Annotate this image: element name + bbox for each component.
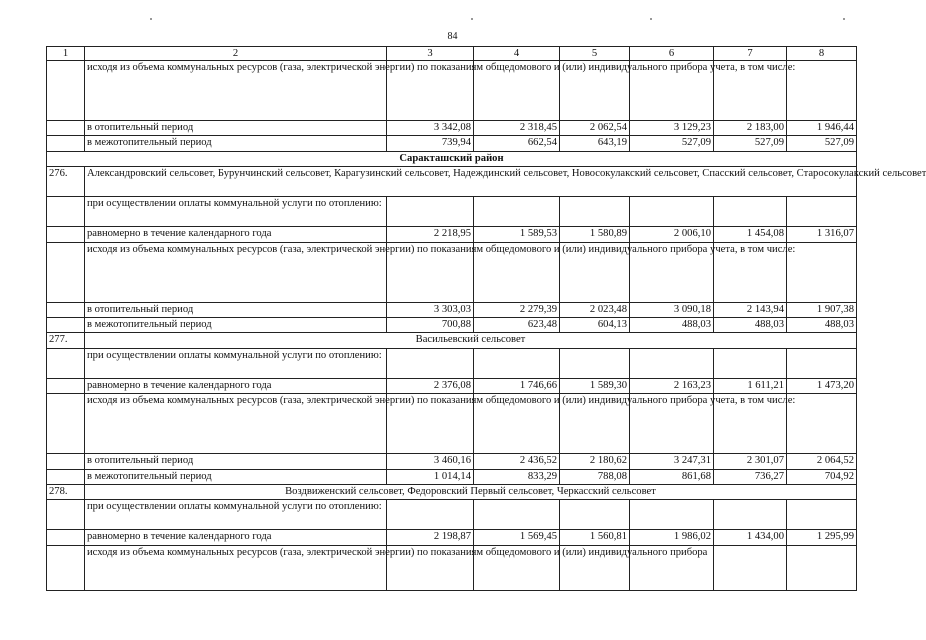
value-cell: 623,48: [474, 318, 560, 333]
value-cell: 1 560,81: [560, 530, 630, 545]
value-cell: 2 180,62: [560, 454, 630, 469]
row-number-empty: [47, 136, 85, 151]
empty-cell: [387, 348, 474, 378]
row-label: при осуществлении оплаты коммунальной услуги по отоплению:: [85, 348, 387, 378]
value-cell: 2 218,95: [387, 227, 474, 242]
value-cell: 704,92: [787, 469, 857, 484]
row-label: равномерно в течение календарного года: [85, 378, 387, 393]
value-cell: 527,09: [787, 136, 857, 151]
value-cell: 2 183,00: [714, 121, 787, 136]
row-number-empty: [47, 197, 85, 227]
page-number: 84: [447, 31, 458, 42]
scan-speck: [150, 18, 152, 20]
column-number: 3: [387, 47, 474, 61]
label-row: [47, 242, 857, 302]
value-cell: 527,09: [714, 136, 787, 151]
row-number-empty: [47, 318, 85, 333]
empty-cell: [714, 197, 787, 227]
label-row: [47, 348, 857, 378]
table-row: [47, 121, 857, 136]
value-cell: 3 303,03: [387, 302, 474, 317]
value-cell: 736,27: [714, 469, 787, 484]
value-cell: 1 611,21: [714, 378, 787, 393]
column-number-row: [47, 47, 857, 61]
table-row: [47, 136, 857, 151]
empty-cell: [560, 500, 630, 530]
section-row: [47, 485, 857, 500]
row-label: в отопительный период: [85, 454, 387, 469]
value-cell: 700,88: [387, 318, 474, 333]
row-number: 276.: [47, 167, 85, 197]
section-title: Александровский сельсовет, Бурунчинский сельсовет, Карагузинский сельсовет, Надеждинский сельсовет, Новосокулакский сельсовет, Спасский сельсовет, Старосокулакский сельсовет: [85, 167, 857, 197]
table-row: [47, 454, 857, 469]
value-cell: 1 316,07: [787, 227, 857, 242]
section-title: Воздвиженский сельсовет, Федоровский Первый сельсовет, Черкасский сельсовет: [85, 485, 857, 500]
value-cell: 1 746,66: [474, 378, 560, 393]
value-cell: 739,94: [387, 136, 474, 151]
label-row: [47, 545, 857, 590]
scan-speck: [471, 18, 473, 20]
row-label: исходя из объема коммунальных ресурсов (газа, электрической энергии) по показаниям общедомового и (или) индивидуального прибора учета, в том числе:: [85, 61, 387, 121]
scan-speck: [843, 18, 845, 20]
row-label: в межотопительный период: [85, 318, 387, 333]
empty-cell: [714, 500, 787, 530]
empty-cell: [787, 242, 857, 302]
row-label: при осуществлении оплаты коммунальной услуги по отоплению:: [85, 500, 387, 530]
value-cell: 1 589,53: [474, 227, 560, 242]
empty-cell: [787, 61, 857, 121]
label-row: [47, 61, 857, 121]
label-row: [47, 394, 857, 454]
value-cell: 1 580,89: [560, 227, 630, 242]
value-cell: 488,03: [714, 318, 787, 333]
row-number-empty: [47, 61, 85, 121]
value-cell: 861,68: [630, 469, 714, 484]
table-row: [47, 318, 857, 333]
row-label: исходя из объема коммунальных ресурсов (газа, электрической энергии) по показаниям общедомового и (или) индивидуального прибора учета, в том числе:: [85, 394, 387, 454]
value-cell: 788,08: [560, 469, 630, 484]
row-number-empty: [47, 545, 85, 590]
row-number: 278.: [47, 485, 85, 500]
empty-cell: [387, 500, 474, 530]
empty-cell: [474, 197, 560, 227]
value-cell: 2 143,94: [714, 302, 787, 317]
row-number-empty: [47, 121, 85, 136]
column-number: 4: [474, 47, 560, 61]
tariff-table: [46, 46, 926, 591]
value-cell: 3 129,23: [630, 121, 714, 136]
row-number-empty: [47, 227, 85, 242]
value-cell: 3 342,08: [387, 121, 474, 136]
label-row: [47, 197, 857, 227]
empty-cell: [474, 500, 560, 530]
value-cell: 1 589,30: [560, 378, 630, 393]
label-row: [47, 500, 857, 530]
value-cell: 488,03: [787, 318, 857, 333]
value-cell: 1 986,02: [630, 530, 714, 545]
empty-cell: [714, 348, 787, 378]
value-cell: 2 376,08: [387, 378, 474, 393]
value-cell: 833,29: [474, 469, 560, 484]
value-cell: 1 907,38: [787, 302, 857, 317]
empty-cell: [787, 348, 857, 378]
row-label: исходя из объема коммунальных ресурсов (газа, электрической энергии) по показаниям общедомового и (или) индивидуального прибора: [85, 545, 387, 590]
row-label: при осуществлении оплаты коммунальной услуги по отоплению:: [85, 197, 387, 227]
value-cell: 604,13: [560, 318, 630, 333]
column-number: 7: [714, 47, 787, 61]
value-cell: 2 301,07: [714, 454, 787, 469]
value-cell: 643,19: [560, 136, 630, 151]
value-cell: 2 006,10: [630, 227, 714, 242]
column-number: 2: [85, 47, 387, 61]
empty-cell: [787, 545, 857, 590]
value-cell: 2 023,48: [560, 302, 630, 317]
value-cell: 1 473,20: [787, 378, 857, 393]
value-cell: 2 279,39: [474, 302, 560, 317]
row-label: равномерно в течение календарного года: [85, 227, 387, 242]
value-cell: 1 295,99: [787, 530, 857, 545]
row-label: в отопительный период: [85, 121, 387, 136]
table-row: [47, 378, 857, 393]
empty-cell: [474, 348, 560, 378]
value-cell: 1 014,14: [387, 469, 474, 484]
table-row: [47, 302, 857, 317]
row-label: в межотопительный период: [85, 136, 387, 151]
section-row: [47, 333, 857, 348]
column-number: 5: [560, 47, 630, 61]
row-label: в межотопительный период: [85, 469, 387, 484]
value-cell: 488,03: [630, 318, 714, 333]
value-cell: 2 436,52: [474, 454, 560, 469]
row-number-empty: [47, 348, 85, 378]
column-number: 6: [630, 47, 714, 61]
empty-cell: [560, 197, 630, 227]
value-cell: 2 318,45: [474, 121, 560, 136]
empty-cell: [787, 500, 857, 530]
district-name: Саракташский район: [47, 151, 857, 166]
empty-cell: [787, 394, 857, 454]
value-cell: 1 454,08: [714, 227, 787, 242]
value-cell: 3 247,31: [630, 454, 714, 469]
row-label: в отопительный период: [85, 302, 387, 317]
empty-cell: [387, 197, 474, 227]
row-number: 277.: [47, 333, 85, 348]
value-cell: 3 090,18: [630, 302, 714, 317]
row-number-empty: [47, 242, 85, 302]
row-number-empty: [47, 454, 85, 469]
row-label: исходя из объема коммунальных ресурсов (газа, электрической энергии) по показаниям общедомового и (или) индивидуального прибора учета, в том числе:: [85, 242, 387, 302]
empty-cell: [630, 348, 714, 378]
row-number-empty: [47, 302, 85, 317]
row-label: равномерно в течение календарного года: [85, 530, 387, 545]
row-number-empty: [47, 469, 85, 484]
table-row: [47, 530, 857, 545]
value-cell: 1 434,00: [714, 530, 787, 545]
section-title: Васильевский сельсовет: [85, 333, 857, 348]
empty-cell: [787, 197, 857, 227]
row-number-empty: [47, 530, 85, 545]
column-number: 1: [47, 47, 85, 61]
value-cell: 2 163,23: [630, 378, 714, 393]
column-number: 8: [787, 47, 857, 61]
section-row: [47, 167, 857, 197]
empty-cell: [560, 348, 630, 378]
value-cell: 1 946,44: [787, 121, 857, 136]
scan-speck: [650, 18, 652, 20]
row-number-empty: [47, 378, 85, 393]
row-number-empty: [47, 500, 85, 530]
value-cell: 2 064,52: [787, 454, 857, 469]
district-row: [47, 151, 857, 166]
empty-cell: [714, 545, 787, 590]
table-row: [47, 469, 857, 484]
empty-cell: [630, 197, 714, 227]
value-cell: 3 460,16: [387, 454, 474, 469]
value-cell: 527,09: [630, 136, 714, 151]
row-number-empty: [47, 394, 85, 454]
value-cell: 662,54: [474, 136, 560, 151]
table-row: [47, 227, 857, 242]
value-cell: 2 062,54: [560, 121, 630, 136]
value-cell: 2 198,87: [387, 530, 474, 545]
empty-cell: [630, 500, 714, 530]
value-cell: 1 569,45: [474, 530, 560, 545]
